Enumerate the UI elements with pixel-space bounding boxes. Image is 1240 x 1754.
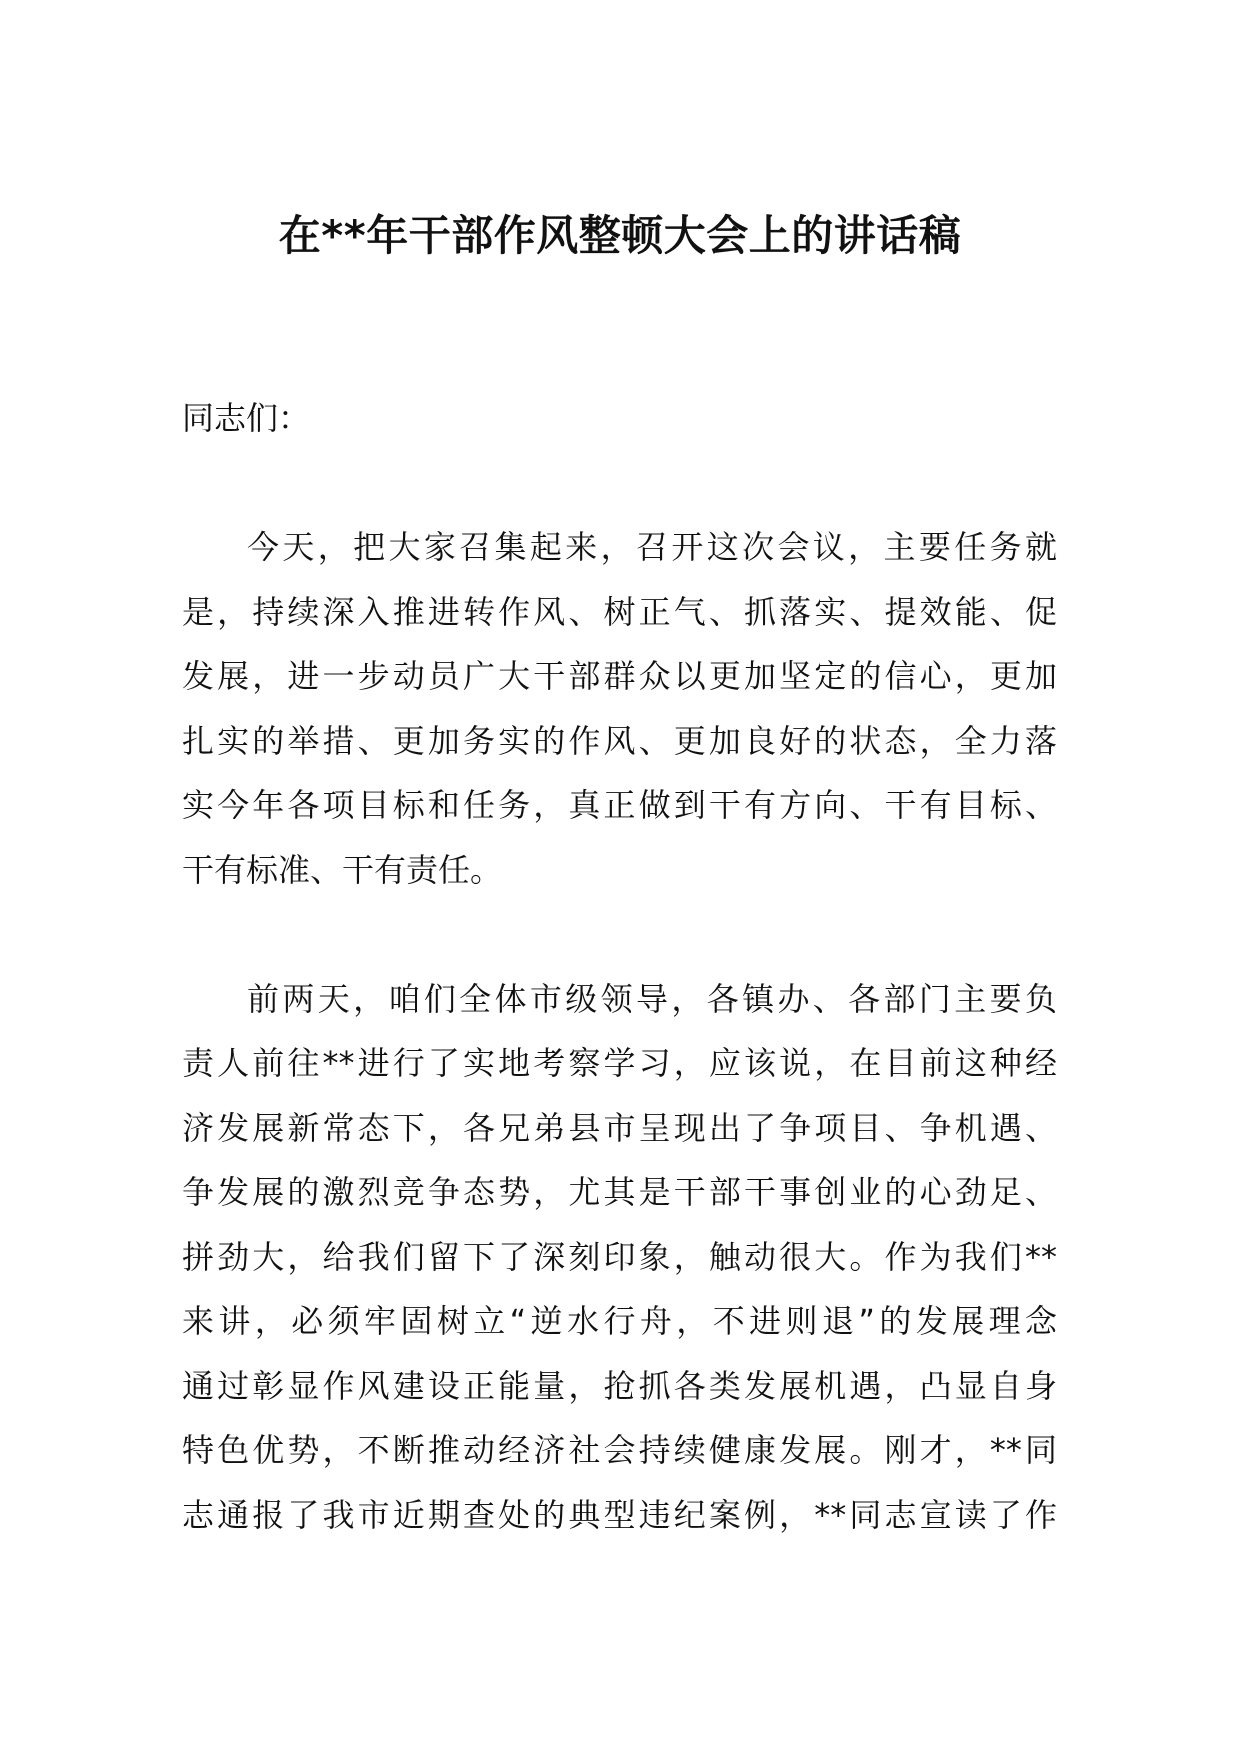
document-body xyxy=(182,386,1057,1547)
paragraph-line: 特色优势，不断推动经济社会持续健康发展。刚才，**同 xyxy=(182,1431,1057,1469)
paragraph-line: 来讲，必须牢固树立“逆水行舟，不进则退”的发展理念 xyxy=(182,1302,1057,1340)
paragraph-line: 干有标准、干有责任。 xyxy=(182,850,503,889)
paragraph-line: 拼劲大，给我们留下了深刻印象，触动很大。作为我们** xyxy=(182,1237,1057,1276)
paragraph-spacer xyxy=(182,451,1057,516)
paragraph-2 xyxy=(182,967,1057,1548)
paragraph-line: 争发展的激烈竞争态势，尤其是干部干事创业的心劲足、 xyxy=(182,1173,1057,1211)
paragraph-line: 前两天，咱们全体市级领导，各镇办、各部门主要负 xyxy=(247,979,1057,1018)
document-title: 在**年干部作风整顿大会上的讲话稿 xyxy=(278,211,962,260)
paragraph-line: 实今年各项目标和任务，真正做到干有方向、干有目标、 xyxy=(182,786,1057,824)
paragraph-line: 志通报了我市近期查处的典型违纪案例，**同志宣读了作 xyxy=(182,1495,1057,1534)
salutation: 同志们： xyxy=(182,399,311,437)
paragraph-line: 是，持续深入推进转作风、树正气、抓落实、提效能、促 xyxy=(182,592,1057,631)
paragraph-line: 通过彰显作风建设正能量，抢抓各类发展机遇，凸显自身 xyxy=(182,1366,1057,1405)
paragraph-spacer xyxy=(182,902,1057,967)
paragraph-line: 今天，把大家召集起来，召开这次会议，主要任务就 xyxy=(247,528,1057,566)
paragraph-line: 责人前往**进行了实地考察学习，应该说，在目前这种经 xyxy=(182,1044,1057,1082)
paragraph-line: 扎实的举措、更加务实的作风、更加良好的状态，全力落 xyxy=(182,721,1057,760)
paragraph-line: 济发展新常态下，各兄弟县市呈现出了争项目、争机遇、 xyxy=(182,1108,1057,1147)
paragraph-1 xyxy=(182,515,1057,902)
paragraph-line: 发展，进一步动员广大干部群众以更加坚定的信心，更加 xyxy=(182,657,1057,695)
